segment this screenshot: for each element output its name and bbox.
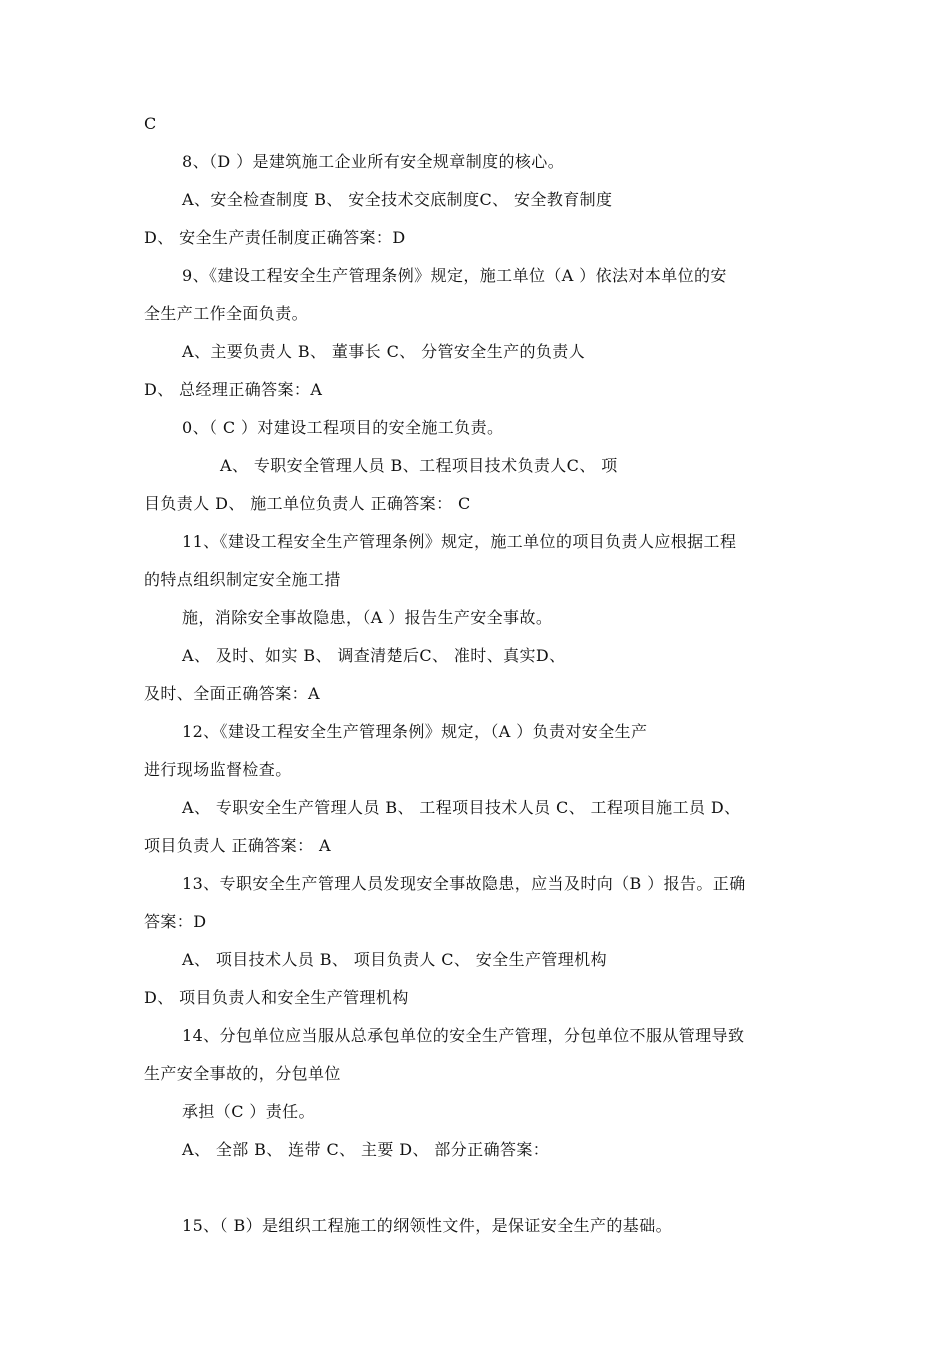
answer-line: D、 安全生产责任制度正确答案：D [144,228,406,247]
question-10: 0、（ C ）对建设工程项目的安全施工负责。 [182,418,504,437]
question-13: 13、专职安全生产管理人员发现安全事故隐患，应当及时向（B ）报告。正确 [182,874,746,893]
options-line: A、 专职安全管理人员 B、工程项目技术负责人C、 项 [220,456,618,475]
answer-line: D、 总经理正确答案：A [144,380,323,399]
text-line: C [144,114,157,133]
text-line: 生产安全事故的，分包单位 [144,1064,341,1083]
question-14: 14、分包单位应当服从总承包单位的安全生产管理，分包单位不服从管理导致 [182,1026,745,1045]
options-line: A、 全部 B、 连带 C、 主要 D、 部分正确答案： [182,1140,550,1159]
question-11: 11、《建设工程安全生产管理条例》规定，施工单位的项目负责人应根据工程 [182,532,737,551]
answer-line: 及时、全面正确答案：A [144,684,320,703]
options-line: A、安全检查制度 B、 安全技术交底制度C、 安全教育制度 [182,190,613,209]
text-line: 承担（C ）责任。 [182,1102,315,1121]
options-line: A、 项目技术人员 B、 项目负责人 C、 安全生产管理机构 [182,950,607,969]
options-line: A、 及时、如实 B、 调查清楚后C、 准时、真实D、 [182,646,566,665]
options-line: A、 专职安全生产管理人员 B、 工程项目技术人员 C、 工程项目施工员 D、 [182,798,741,817]
answer-line: 项目负责人 正确答案： A [144,836,331,855]
question-15: 15、（ B）是组织工程施工的纲领性文件，是保证安全生产的基础。 [182,1216,673,1235]
text-line: 的特点组织制定安全施工措 [144,570,341,589]
options-line: A、主要负责人 B、 董事长 C、 分管安全生产的负责人 [182,342,586,361]
options-line: D、 项目负责人和安全生产管理机构 [144,988,409,1007]
question-9: 9、《建设工程安全生产管理条例》规定，施工单位（A ）依法对本单位的安 [182,266,727,285]
answer-line: 答案：D [144,912,207,931]
question-8: 8、（D ）是建筑施工企业所有安全规章制度的核心。 [182,152,565,171]
text-line: 施，消除安全事故隐患，（A ）报告生产安全事故。 [182,608,553,627]
text-line: 全生产工作全面负责。 [144,304,309,323]
text-line: 进行现场监督检查。 [144,760,292,779]
answer-line: 目负责人 D、 施工单位负责人 正确答案： C [144,494,471,513]
question-12: 12、《建设工程安全生产管理条例》规定，（A ）负责对安全生产 [182,722,648,741]
